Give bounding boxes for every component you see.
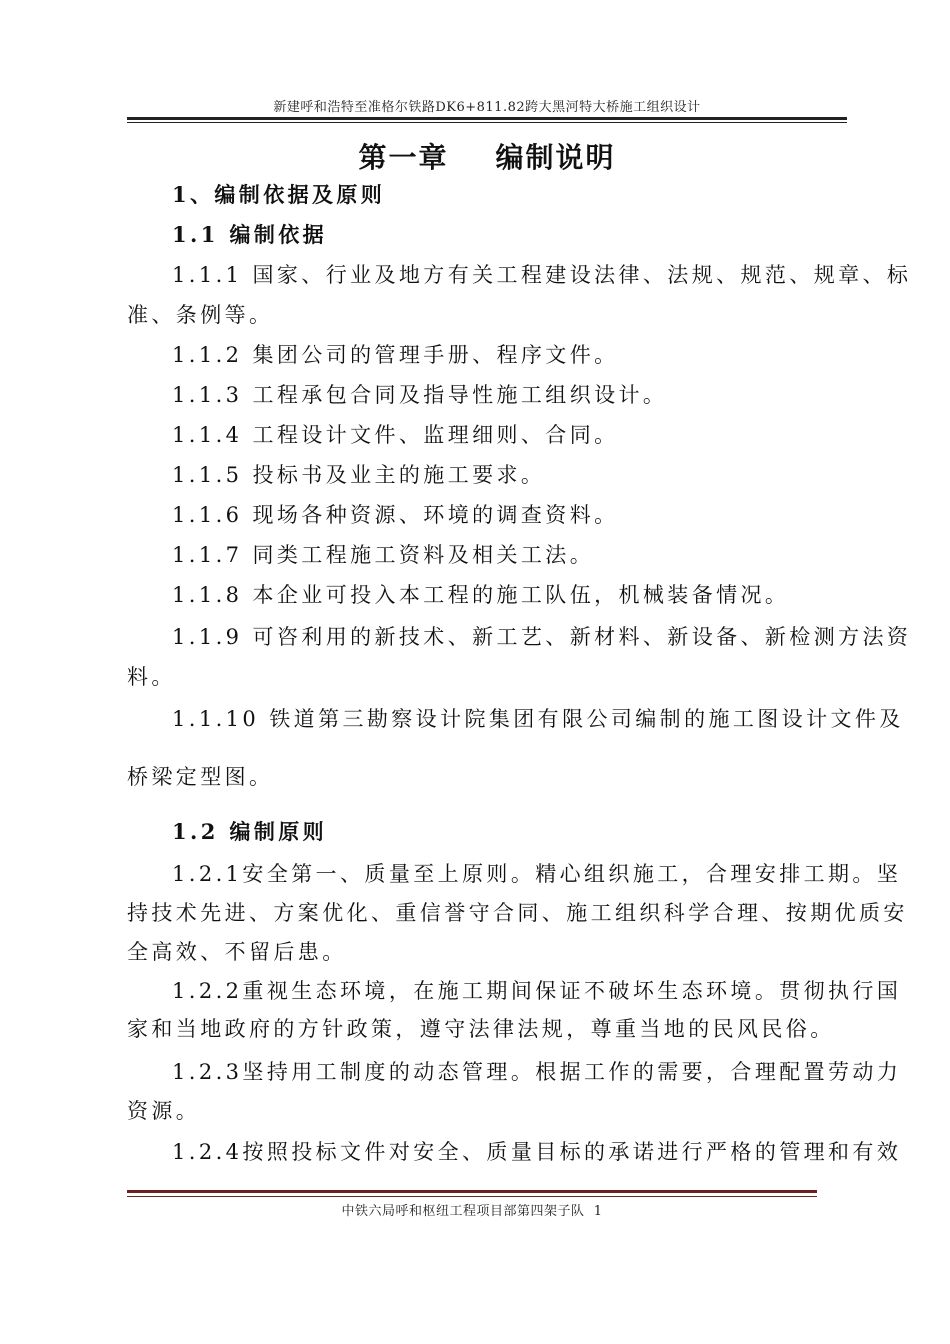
paragraph-1-1-9-line-1: 1.1.9 可咨利用的新技术、新工艺、新材料、新设备、新检测方法资 (172, 625, 912, 649)
paragraph-1-2-3-line-2: 资源。 (127, 1099, 201, 1123)
header-rule (127, 117, 847, 120)
paragraph-1-2-1-line-3: 全高效、不留后患。 (127, 940, 347, 964)
paragraph-1-2-1-line-1: 1.2.1安全第一、质量至上原则。精心组织施工，合理安排工期。坚 (172, 862, 902, 886)
page-header: 新建呼和浩特至准格尔铁路DK6+811.82跨大黑河特大桥施工组织设计 (273, 100, 701, 115)
paragraph-1-1-3: 1.1.3 工程承包合同及指导性施工组织设计。 (172, 383, 668, 407)
paragraph-1-1-1-line-2: 准、条例等。 (127, 303, 274, 327)
paragraph-1-2-1-line-2: 持技术先进、方案优化、重信誉守合同、施工组织科学合理、按期优质安 (127, 901, 908, 925)
paragraph-1-1-9-line-2: 料。 (127, 665, 176, 689)
paragraph-1-1-2: 1.1.2 集团公司的管理手册、程序文件。 (172, 343, 619, 367)
footer-rule (127, 1190, 817, 1193)
paragraph-1-1-10-line-1: 1.1.10 铁道第三勘察设计院集团有限公司编制的施工图设计文件及 (172, 707, 904, 731)
paragraph-1-1-6: 1.1.6 现场各种资源、环境的调查资料。 (172, 503, 619, 527)
section-heading-1: 1、编制依据及原则 (172, 182, 386, 207)
header-rule-thin (127, 122, 847, 123)
paragraph-1-1-1-line-1: 1.1.1 国家、行业及地方有关工程建设法律、法规、规范、规章、标 (172, 263, 912, 287)
paragraph-1-2-2-line-2: 家和当地政府的方针政策，遵守法律法规，尊重当地的民风民俗。 (127, 1017, 835, 1041)
paragraph-1-2-2-line-1: 1.2.2重视生态环境，在施工期间保证不破坏生态环境。贯彻执行国 (172, 979, 902, 1003)
paragraph-1-1-10-line-2: 桥梁定型图。 (127, 765, 274, 789)
section-heading-1-1: 1.1 编制依据 (172, 222, 328, 247)
paragraph-1-1-4: 1.1.4 工程设计文件、监理细则、合同。 (172, 423, 619, 447)
footer-rule-thin (127, 1196, 817, 1197)
section-heading-1-2: 1.2 编制原则 (172, 819, 328, 844)
paragraph-1-1-8: 1.1.8 本企业可投入本工程的施工队伍，机械装备情况。 (172, 583, 790, 607)
paragraph-1-1-5: 1.1.5 投标书及业主的施工要求。 (172, 463, 546, 487)
paragraph-1-2-4-line-1: 1.2.4按照投标文件对安全、质量目标的承诺进行严格的管理和有效 (172, 1140, 902, 1164)
paragraph-1-2-3-line-1: 1.2.3坚持用工制度的动态管理。根据工作的需要，合理配置劳动力 (172, 1060, 902, 1084)
page-footer: 中铁六局呼和枢纽工程项目部第四架子队 1 (341, 1204, 603, 1219)
paragraph-1-1-7: 1.1.7 同类工程施工资料及相关工法。 (172, 543, 595, 567)
chapter-title: 第一章 编制说明 (358, 141, 616, 174)
